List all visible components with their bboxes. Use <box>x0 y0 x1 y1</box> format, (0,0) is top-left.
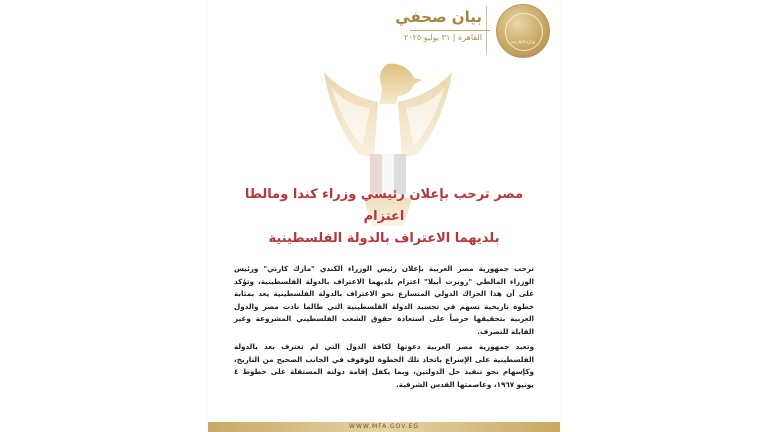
headline-line-2: بلديهما الاعتراف بالدولة الفلسطينية <box>268 231 500 246</box>
press-release-page <box>208 0 560 432</box>
title-underline <box>410 30 490 31</box>
body-paragraph-2: وتعيد جمهورية مصر العربية دعوتها لكافة الدول التي لم تعترف بعد بالدولة الفلسطينية على الإسراع باتخاذ تلك الخطوة للوقوف في الجانب الصحيح من التاريخ، وكإسهام نحو تنفيذ حل الدولتين، وبما يكفل إقامة دولته المستقلة على خطوط ٤ يونيو ١٩٦٧، وعاصمتها القدس الشرقية. <box>234 342 534 389</box>
headline-line-1: مصر ترحب بإعلان رئيسي وزراء كندا ومالطا اعتزام <box>244 187 524 224</box>
body-paragraph-1: ترحب جمهورية مصر العربية بإعلان رئيس الوزراء الكندي "مارك كارني" ورئيس الوزراء المالطي "روبرت أبيلا" اعتزام بلديهما الاعتراف بالدولة الفلسطينية، وتؤكد على أن هذا الحراك الدولي المتسارع نحو الاعتراف بالدولة الفلسطينية يعد بمثابة خطوة تاريخية تسهم في تجسيد الدولة الفلسطينية التي طالما نادت مصر والدول العربية بتحقيقها حرصاً على استعادة حقوق الشعب الفلسطيني المشروعة وغير القابلة للتصرف. <box>234 264 534 336</box>
logo-ring <box>505 13 543 51</box>
footer-bar <box>208 422 560 432</box>
press-release-title: بيان صحفي <box>395 8 482 26</box>
release-date: القاهرة | ٣١ يوليو ٢٠٢٥ <box>404 33 482 42</box>
ministry-logo <box>496 4 550 58</box>
headline <box>228 184 540 250</box>
footer-url[interactable]: WWW.MFA.GOV.EG <box>349 423 419 430</box>
logo-text: وزارة الخارجية <box>510 39 536 44</box>
